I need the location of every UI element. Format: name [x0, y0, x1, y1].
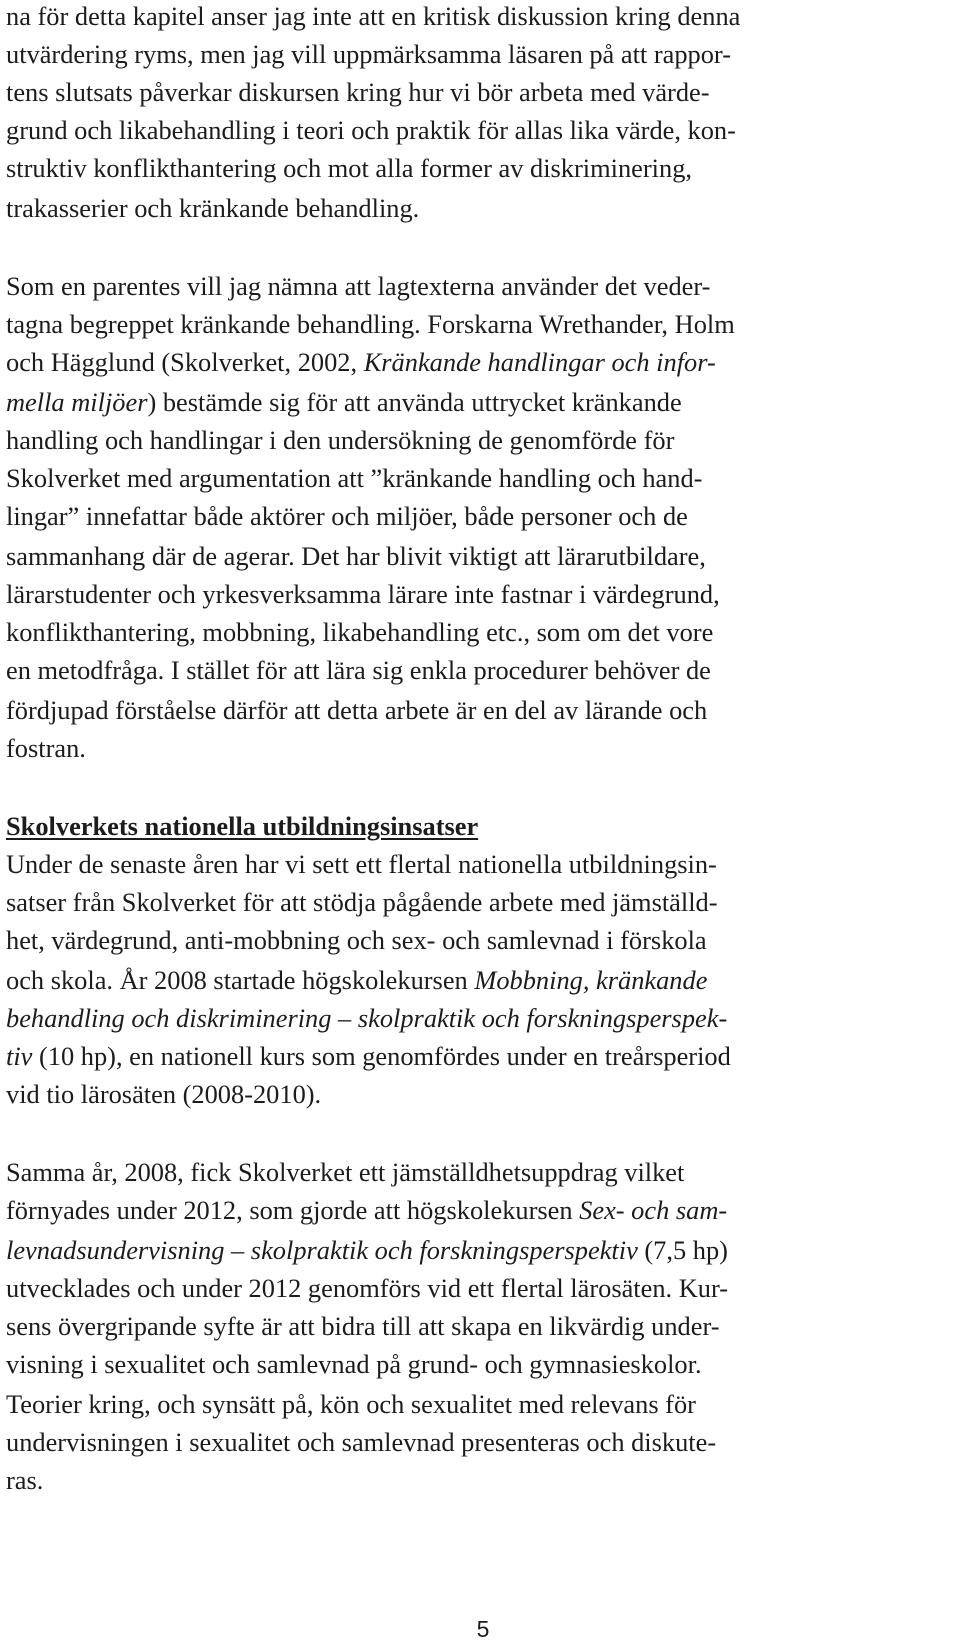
text-line: na för detta kapitel anser jag inte att en kritisk diskussion kring denna [6, 1, 741, 31]
text-line: fördjupad förståelse därför att detta arbete är en del av lärande och [6, 695, 708, 725]
text-line: grund och likabehandling i teori och praktik för allas lika värde, kon- [6, 115, 736, 145]
course-title-italic: Mobbning, kränkande [474, 965, 708, 995]
text-line [6, 998, 727, 1038]
course-title-italic: tiv [6, 1041, 33, 1071]
text-line: Skolverket med argumentation att ”kränkande handling och hand- [6, 463, 703, 493]
page-number: 5 [476, 1616, 490, 1642]
text-line: fostran. [6, 733, 86, 763]
text-line: trakasserier och kränkande behandling. [6, 193, 420, 223]
text-span: (10 hp), en nationell kurs som genomfördes under en treårsperiod [32, 1041, 731, 1071]
text-line: ras. [6, 1465, 44, 1495]
text-line [6, 382, 682, 422]
text-line: Samma år, 2008, fick Skolverket ett jämställdhetsuppdrag vilket [6, 1157, 685, 1187]
text-line: tens slutsats påverkar diskursen kring hur vi bör arbeta med värde- [6, 77, 710, 107]
text-line: konflikthantering, mobbning, likabehandling etc., som om det vore [6, 617, 714, 647]
text-span: och skola. År 2008 startade högskolekursen [6, 965, 475, 995]
text-line [6, 1036, 731, 1076]
text-span: förnyades under 2012, som gjorde att högskolekursen [6, 1195, 580, 1225]
section-heading: Skolverkets nationella utbildningsinsatser [6, 811, 479, 841]
text-line: undervisningen i sexualitet och samlevnad presenteras och diskute- [6, 1427, 717, 1457]
text-line: lärarstudenter och yrkesverksamma lärare inte fastnar i värdegrund, [6, 579, 720, 609]
text-line [6, 960, 707, 1000]
text-line: handling och handlingar i den undersökning de genomförde för [6, 425, 675, 455]
text-line: vid tio lärosäten (2008-2010). [6, 1079, 322, 1109]
text-line: utvärdering ryms, men jag vill uppmärksamma läsaren på att rappor- [6, 39, 731, 69]
text-line [6, 1190, 727, 1230]
text-span: ) bestämde sig för att använda uttrycket kränkande [147, 387, 682, 417]
report-title-italic: mella miljöer [6, 387, 148, 417]
text-line: struktiv konflikthantering och mot alla former av diskriminering, [6, 153, 693, 183]
text-line: tagna begreppet kränkande behandling. Forskarna Wrethander, Holm [6, 309, 735, 339]
text-line: visning i sexualitet och samlevnad på grund- och gymnasieskolor. [6, 1349, 702, 1379]
report-title-italic: Kränkande handlingar och infor- [363, 347, 716, 377]
text-line: sens övergripande syfte är att bidra till att skapa en likvärdig under- [6, 1311, 720, 1341]
text-line: Som en parentes vill jag nämna att lagtexterna använder det veder- [6, 271, 711, 301]
text-line: Teorier kring, och synsätt på, kön och sexualitet med relevans för [6, 1389, 696, 1419]
text-line: utvecklades och under 2012 genomförs vid ett flertal lärosäten. Kur- [6, 1273, 729, 1303]
text-line: het, värdegrund, anti-mobbning och sex- och samlevnad i förskola [6, 925, 707, 955]
text-line: sammanhang där de agerar. Det har blivit viktigt att lärarutbildare, [6, 541, 706, 571]
text-span: (7,5 hp) [637, 1235, 728, 1265]
text-line: en metodfråga. I stället för att lära sig enkla procedurer behöver de [6, 655, 711, 685]
text-line: Under de senaste åren har vi sett ett flertal nationella utbildningsin- [6, 849, 717, 879]
course-title-italic: Sex- och sam- [579, 1195, 728, 1225]
text-line: satser från Skolverket för att stödja pågående arbete med jämställd- [6, 887, 718, 917]
text-line [6, 342, 716, 382]
course-title-italic: levnadsundervisning – skolpraktik och forskningsperspektiv [6, 1235, 638, 1265]
text-line [6, 1230, 728, 1270]
document-page [6, 0, 960, 1650]
text-line: lingar” innefattar både aktörer och miljöer, både personer och de [6, 501, 688, 531]
course-title-italic: behandling och diskriminering – skolpraktik och forskningsperspek- [6, 1003, 728, 1033]
text-span: och Hägglund (Skolverket, 2002, [6, 347, 364, 377]
